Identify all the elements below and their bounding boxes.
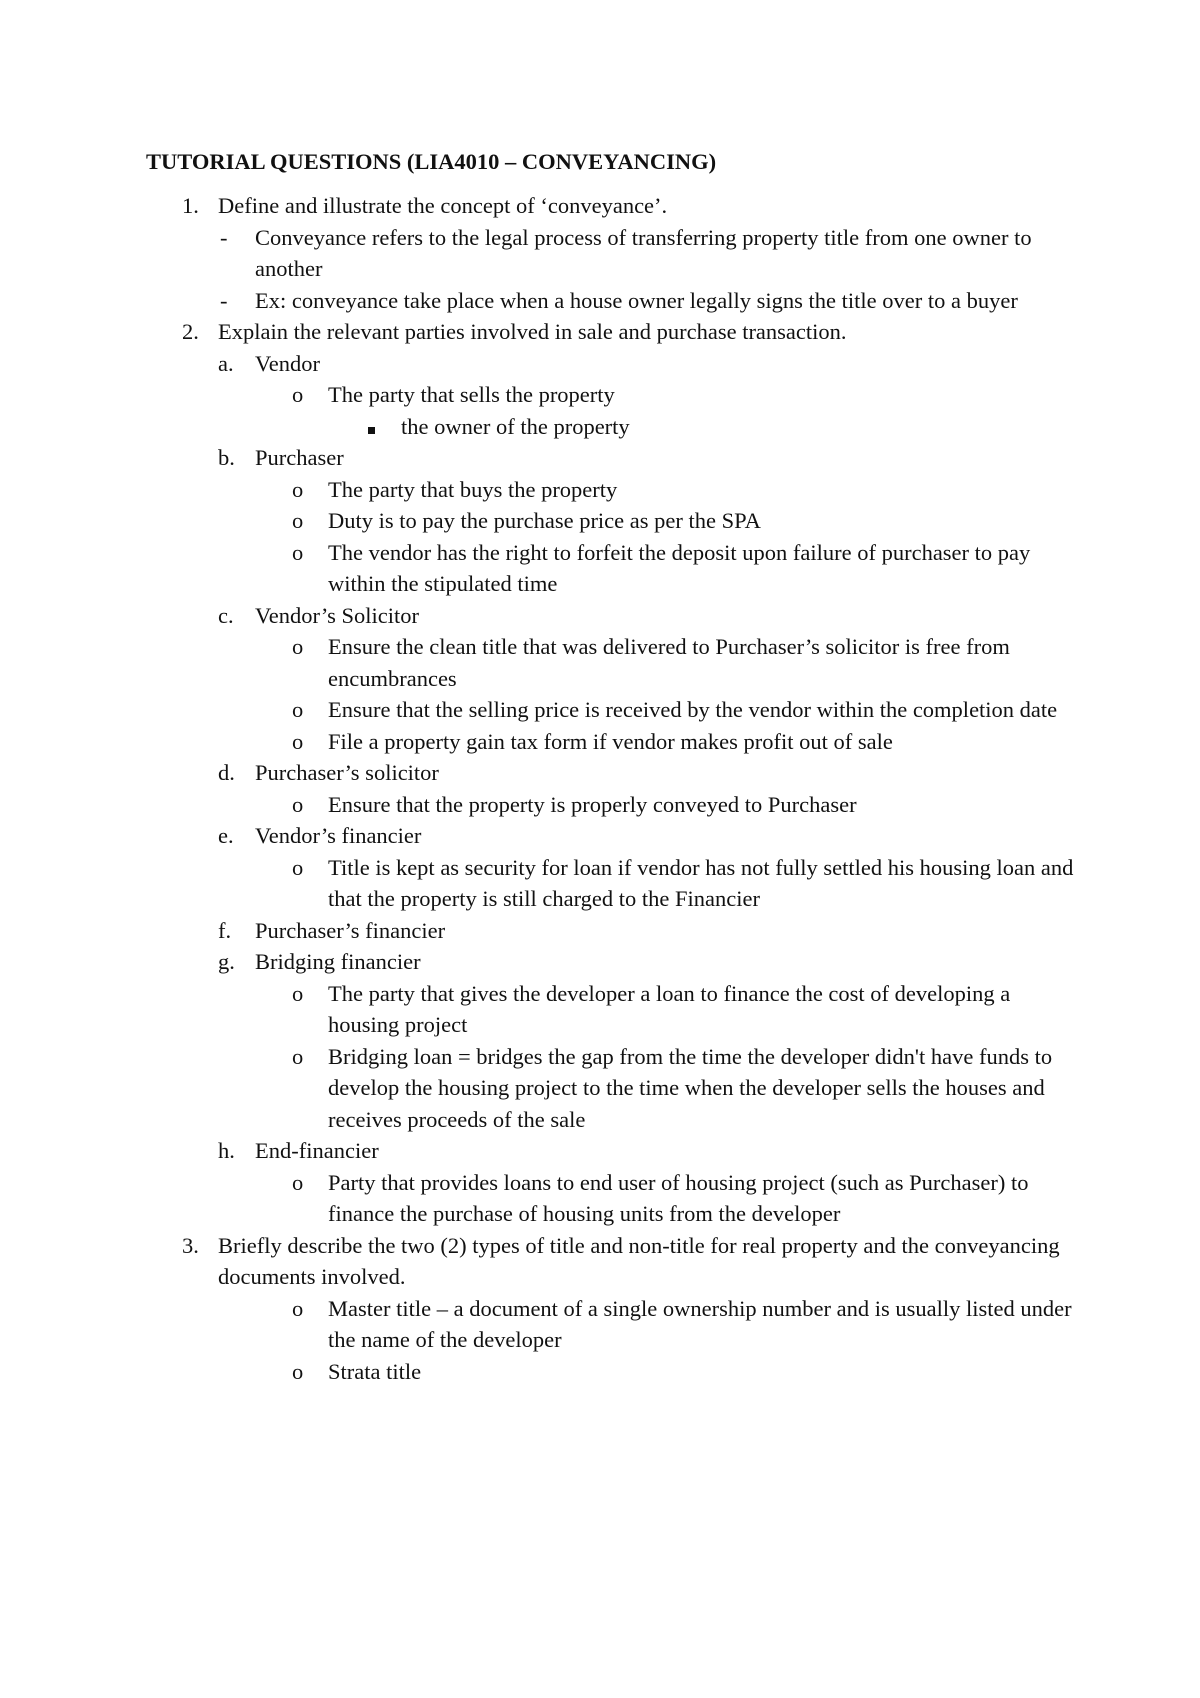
dash-marker: - xyxy=(220,224,228,250)
circle-bullet-marker: o xyxy=(292,539,304,565)
square-bullet-icon xyxy=(368,411,375,443)
bullet-item xyxy=(146,789,1076,821)
party-item xyxy=(146,946,1076,978)
tutorial-list xyxy=(146,190,1076,1387)
circle-bullet-marker: o xyxy=(292,634,304,659)
list-item-text: Master title – a document of a single ownership number and is usually listed under the name of the developer xyxy=(328,1295,1072,1352)
list-item-text: The party that buys the property xyxy=(328,476,618,502)
list-item-text: Ex: conveyance take place when a house owner legally signs the title over to a buyer xyxy=(255,287,1018,313)
list-marker: 1. xyxy=(182,193,199,218)
list-item-text: Purchaser xyxy=(255,445,344,470)
list-item-text: Strata title xyxy=(328,1358,422,1384)
square-bullet-icon xyxy=(368,427,375,434)
document-title: TUTORIAL QUESTIONS (LIA4010 – CONVEYANCING) xyxy=(146,149,717,174)
question xyxy=(146,316,1076,348)
party-item xyxy=(146,820,1076,852)
bullet-item xyxy=(146,537,1076,600)
bullet-item xyxy=(146,726,1076,758)
list-item-text: Bridging loan = bridges the gap from the time the developer didn't have funds to develop the housing project to the time when the developer sells the houses and receives proceeds of the sale xyxy=(328,1043,1053,1132)
list-item-text: Duty is to pay the purchase price as per the SPA xyxy=(328,508,761,533)
list-item-text: Conveyance refers to the legal process of transferring property title from one owner to another xyxy=(255,224,1032,281)
list-item-text: Ensure that the property is properly conveyed to Purchaser xyxy=(328,791,857,817)
list-marker: 3. xyxy=(182,1232,199,1258)
list-marker: e. xyxy=(218,823,234,848)
party-item xyxy=(146,1135,1076,1167)
answer-dash-item xyxy=(146,222,1076,285)
list-item-text: Ensure the clean title that was delivered to Purchaser’s solicitor is free from encumbrances xyxy=(328,634,1010,691)
bullet-item xyxy=(146,694,1076,726)
list-item-text: Party that provides loans to end user of housing project (such as Purchaser) to finance the purchase of housing units from the developer xyxy=(328,1169,1029,1226)
list-item-text: Bridging financier xyxy=(255,949,421,974)
sub-bullet-item xyxy=(146,411,1076,443)
list-marker: b. xyxy=(218,445,235,470)
bullet-item xyxy=(146,631,1076,694)
circle-bullet-marker: o xyxy=(292,1169,304,1195)
circle-bullet-marker: o xyxy=(292,508,304,533)
list-item-text: Purchaser’s financier xyxy=(255,917,446,943)
circle-bullet-marker: o xyxy=(292,1358,304,1384)
list-marker: a. xyxy=(218,350,234,376)
list-item-text: the owner of the property xyxy=(401,413,630,439)
list-item-text: Title is kept as security for loan if vendor has not fully settled his housing loan and that the property is still charged to the Financier xyxy=(328,854,1074,911)
list-marker: c. xyxy=(218,602,234,628)
bullet-item xyxy=(146,1167,1076,1230)
list-item-text: The party that sells the property xyxy=(328,382,615,407)
list-item-text: Vendor’s Solicitor xyxy=(255,602,419,628)
list-marker: f. xyxy=(218,917,232,943)
list-marker: d. xyxy=(218,760,235,785)
list-item-text: Vendor’s financier xyxy=(255,823,422,848)
party-item xyxy=(146,757,1076,789)
party-item xyxy=(146,915,1076,947)
list-item-text: File a property gain tax form if vendor makes profit out of sale xyxy=(328,728,893,754)
circle-bullet-marker: o xyxy=(292,382,304,407)
list-item-text: The vendor has the right to forfeit the deposit upon failure of purchaser to pay within the stipulated time xyxy=(328,539,1031,596)
bullet-item xyxy=(146,1356,1076,1388)
party-item xyxy=(146,600,1076,632)
document-body xyxy=(146,146,1076,1387)
answer-dash-item xyxy=(146,285,1076,317)
party-item xyxy=(146,348,1076,380)
list-item-text: Briefly describe the two (2) types of title and non-title for real property and the conveyancing documents involved. xyxy=(218,1232,1060,1289)
bullet-item xyxy=(146,1293,1076,1356)
bullet-item xyxy=(146,978,1076,1041)
list-marker: 2. xyxy=(182,319,199,344)
list-item-text: Vendor xyxy=(255,350,320,376)
list-marker: h. xyxy=(218,1138,235,1163)
list-item-text: Explain the relevant parties involved in sale and purchase transaction. xyxy=(218,319,847,344)
circle-bullet-marker: o xyxy=(292,791,304,817)
circle-bullet-marker: o xyxy=(292,1043,304,1069)
circle-bullet-marker: o xyxy=(292,1295,304,1321)
bullet-item xyxy=(146,379,1076,411)
list-item-text: End-financier xyxy=(255,1138,379,1163)
list-marker: g. xyxy=(218,949,235,974)
circle-bullet-marker: o xyxy=(292,854,304,880)
bullet-item xyxy=(146,1041,1076,1136)
circle-bullet-marker: o xyxy=(292,476,304,502)
question xyxy=(146,1230,1076,1293)
bullet-item xyxy=(146,474,1076,506)
dash-marker: - xyxy=(220,287,228,313)
party-item xyxy=(146,442,1076,474)
list-item-text: The party that gives the developer a loan to finance the cost of developing a housing project xyxy=(328,980,1011,1037)
circle-bullet-marker: o xyxy=(292,980,304,1006)
bullet-item xyxy=(146,505,1076,537)
circle-bullet-marker: o xyxy=(292,728,304,754)
list-item-text: Ensure that the selling price is received by the vendor within the completion date xyxy=(328,697,1058,722)
question xyxy=(146,190,1076,222)
bullet-item xyxy=(146,852,1076,915)
circle-bullet-marker: o xyxy=(292,697,304,722)
list-item-text: Define and illustrate the concept of ‘conveyance’. xyxy=(218,193,668,218)
list-item-text: Purchaser’s solicitor xyxy=(255,760,439,785)
